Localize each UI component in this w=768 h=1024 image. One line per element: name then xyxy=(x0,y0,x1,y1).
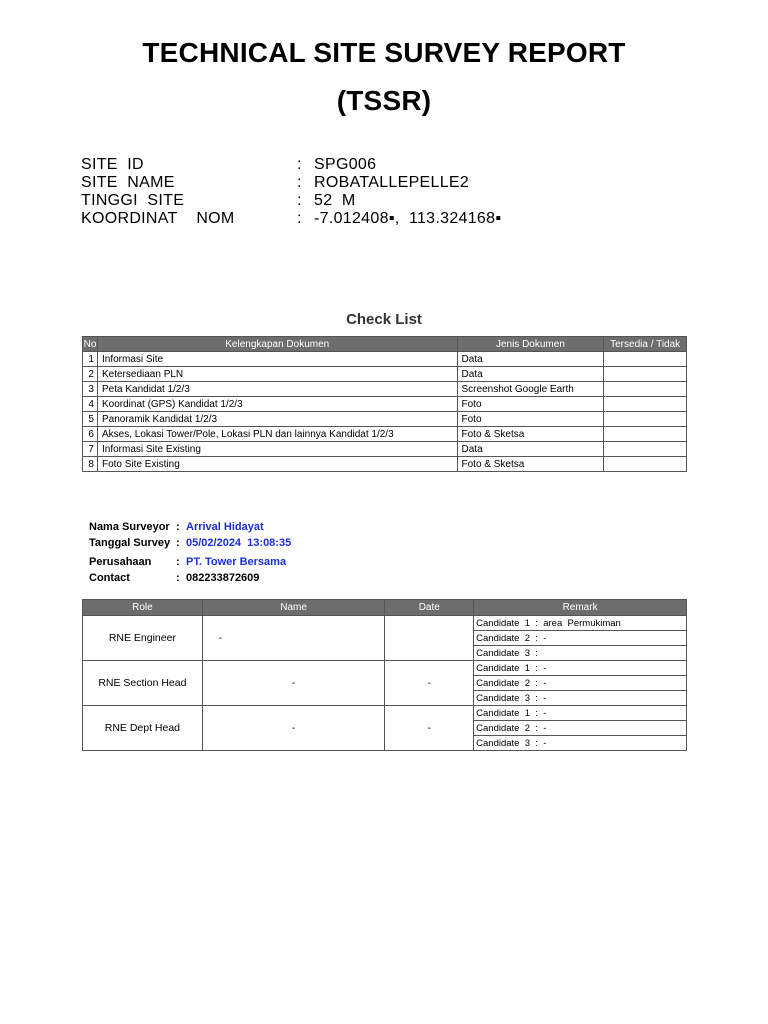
table-row xyxy=(83,367,687,382)
site-id-label: SITE ID xyxy=(81,156,144,173)
site-name-row xyxy=(81,174,501,192)
role-cell: RNE Section Head xyxy=(83,661,203,706)
colon: : xyxy=(176,572,180,584)
approval-table xyxy=(82,599,687,751)
colon: : xyxy=(297,174,302,191)
col-header-type: Jenis Dokumen xyxy=(457,337,604,352)
document-type: Data xyxy=(457,352,604,367)
date-cell xyxy=(385,616,474,661)
company-value: PT. Tower Bersama xyxy=(186,556,287,568)
table-row xyxy=(83,427,687,442)
document-name: Peta Kandidat 1/2/3 xyxy=(97,382,457,397)
name-cell: - xyxy=(202,661,385,706)
document-type: Foto xyxy=(457,397,604,412)
company-label: Perusahaan xyxy=(89,556,152,568)
coordinate-row xyxy=(81,210,501,228)
availability-cell xyxy=(604,457,687,472)
document-name: Foto Site Existing xyxy=(97,457,457,472)
site-name-label: SITE NAME xyxy=(81,174,175,191)
colon: : xyxy=(176,537,180,549)
surveyor-row xyxy=(89,519,291,535)
checklist-table xyxy=(82,336,687,472)
report-title: TECHNICAL SITE SURVEY REPORT xyxy=(142,37,626,68)
date-cell: - xyxy=(385,706,474,751)
table-row xyxy=(83,397,687,412)
remark-cell: Candidate 3 : xyxy=(474,646,687,661)
col-header-no: No xyxy=(83,338,97,350)
row-number: 4 xyxy=(83,397,98,412)
availability-cell xyxy=(604,352,687,367)
document-name: Ketersediaan PLN xyxy=(97,367,457,382)
name-cell: - xyxy=(202,616,385,661)
remark-cell: Candidate 1 : area Permukiman xyxy=(474,616,687,631)
colon: : xyxy=(176,556,180,568)
role-cell: RNE Dept Head xyxy=(83,706,203,751)
company-row xyxy=(89,554,291,570)
row-number: 1 xyxy=(83,352,98,367)
contact-value: 082233872609 xyxy=(186,572,260,584)
remark-cell: Candidate 1 : - xyxy=(474,661,687,676)
document-type: Screenshot Google Earth xyxy=(457,382,604,397)
survey-date-row xyxy=(89,535,291,551)
row-number: 2 xyxy=(83,367,98,382)
surveyor-value: Arrival Hidayat xyxy=(186,521,264,533)
document-name: Panoramik Kandidat 1/2/3 xyxy=(97,412,457,427)
col-header-name: Name xyxy=(202,600,385,616)
document-name: Akses, Lokasi Tower/Pole, Lokasi PLN dan lainnya Kandidat 1/2/3 xyxy=(97,427,457,442)
survey-date-value: 05/02/2024 13:08:35 xyxy=(186,537,292,549)
date-cell: - xyxy=(385,661,474,706)
checklist-header-row xyxy=(83,337,687,352)
table-row xyxy=(83,352,687,367)
remark-cell: Candidate 2 : - xyxy=(474,721,687,736)
row-number: 3 xyxy=(83,382,98,397)
report-subtitle: (TSSR) xyxy=(336,85,432,116)
remark-cell: Candidate 3 : - xyxy=(474,691,687,706)
document-name: Informasi Site Existing xyxy=(97,442,457,457)
site-height-value: 52 M xyxy=(314,192,356,209)
approval-header-row xyxy=(83,600,687,616)
availability-cell xyxy=(604,427,687,442)
col-header-role: Role xyxy=(83,600,203,616)
availability-cell xyxy=(604,367,687,382)
document-type: Foto & Sketsa xyxy=(457,427,604,442)
availability-cell xyxy=(604,382,687,397)
col-header-remark: Remark xyxy=(474,600,687,616)
table-row xyxy=(83,412,687,427)
document-type: Foto & Sketsa xyxy=(457,457,604,472)
document-type: Data xyxy=(457,442,604,457)
survey-date-label: Tanggal Survey xyxy=(89,537,171,549)
remark-cell: Candidate 2 : - xyxy=(474,676,687,691)
coordinate-label: KOORDINAT NOM xyxy=(81,210,235,227)
checklist-title: Check List xyxy=(346,311,422,328)
contact-row xyxy=(89,570,291,586)
table-row xyxy=(83,661,687,676)
document-name: Koordinat (GPS) Kandidat 1/2/3 xyxy=(97,397,457,412)
table-row xyxy=(83,382,687,397)
availability-cell xyxy=(604,442,687,457)
table-row xyxy=(83,706,687,721)
remark-cell: Candidate 1 : - xyxy=(474,706,687,721)
name-cell: - xyxy=(202,706,385,751)
site-height-row xyxy=(81,192,501,210)
role-cell: RNE Engineer xyxy=(83,616,203,661)
colon: : xyxy=(297,156,302,173)
col-header-availability: Tersedia / Tidak xyxy=(604,337,687,352)
site-height-label: TINGGI SITE xyxy=(81,192,185,209)
remark-cell: Candidate 2 : - xyxy=(474,631,687,646)
row-number: 8 xyxy=(83,457,98,472)
surveyor-label: Nama Surveyor xyxy=(89,521,170,533)
table-row xyxy=(83,457,687,472)
row-number: 7 xyxy=(83,442,98,457)
document-type: Foto xyxy=(457,412,604,427)
table-row xyxy=(83,616,687,631)
colon: : xyxy=(297,210,302,227)
site-info xyxy=(81,156,501,228)
row-number: 6 xyxy=(83,427,98,442)
document-type: Data xyxy=(457,367,604,382)
site-name-value: ROBATALLEPELLE2 xyxy=(314,174,470,191)
coordinate-value: -7.012408▪, 113.324168▪ xyxy=(314,210,502,227)
colon: : xyxy=(176,521,180,533)
availability-cell xyxy=(604,412,687,427)
remark-cell: Candidate 3 : - xyxy=(474,736,687,751)
col-header-date: Date xyxy=(385,600,474,616)
row-number: 5 xyxy=(83,412,98,427)
availability-cell xyxy=(604,397,687,412)
table-row xyxy=(83,442,687,457)
document-name: Informasi Site xyxy=(97,352,457,367)
site-id-value: SPG006 xyxy=(314,156,377,173)
colon: : xyxy=(297,192,302,209)
col-header-document: Kelengkapan Dokumen xyxy=(97,337,457,352)
contact-label: Contact xyxy=(89,572,130,584)
survey-info xyxy=(89,519,291,586)
site-id-row xyxy=(81,156,501,174)
